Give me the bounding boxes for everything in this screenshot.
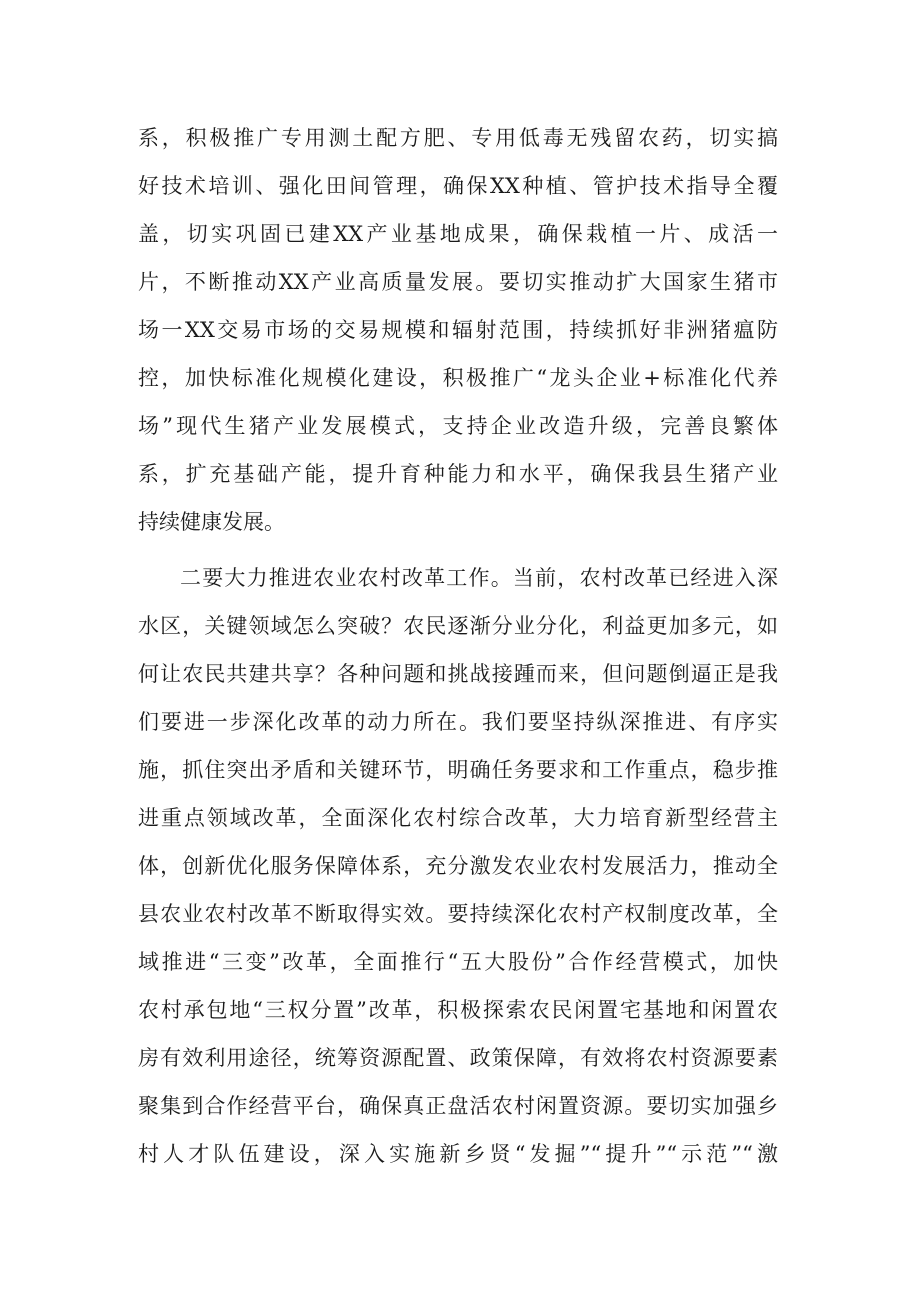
- text-line: 农村承包地“三权分置”改革，积极探索农民闲置宅基地和闲置农: [138, 998, 778, 1022]
- text-line: 系，扩充基础产能，提升育种能力和水平，确保我县生猪产业: [138, 462, 778, 486]
- text-line: 们要进一步深化改革的动力所在。我们要坚持纵深推进、有序实: [138, 710, 778, 734]
- text-line: 控，加快标准化规模化建设，积极推广“龙头企业+标准化代养: [138, 366, 778, 390]
- text-line: 盖，切实巩固已建XX产业基地成果，确保栽植一片、成活一: [138, 222, 778, 246]
- text-line: 房有效利用途径，统筹资源配置、政策保障，有效将农村资源要素: [138, 1046, 778, 1070]
- text-line: 县农业农村改革不断取得实效。要持续深化农村产权制度改革，全: [138, 902, 778, 926]
- text-line: 好技术培训、强化田间管理，确保XX种植、管护技术指导全覆: [138, 174, 778, 198]
- text-line: 场”现代生猪产业发展模式，支持企业改造升级，完善良繁体: [138, 414, 778, 438]
- text-line: 何让农民共建共享？各种问题和挑战接踵而来，但问题倒逼正是我: [138, 662, 778, 686]
- text-line: 水区，关键领域怎么突破？农民逐渐分业分化，利益更加多元，如: [138, 614, 778, 638]
- text-line: 二要大力推进农业农村改革工作。当前，农村改革已经进入深: [180, 566, 778, 590]
- text-line: 场一XX交易市场的交易规模和辐射范围，持续抓好非洲猪瘟防: [138, 318, 778, 342]
- text-line: 聚集到合作经营平台，确保真正盘活农村闲置资源。要切实加强乡: [138, 1094, 778, 1118]
- text-line: 持续健康发展。: [138, 510, 285, 534]
- text-line: 施，抓住突出矛盾和关键环节，明确任务要求和工作重点，稳步推: [138, 758, 778, 782]
- paragraph-1: [138, 114, 778, 546]
- text-line: 进重点领域改革，全面深化农村综合改革，大力培育新型经营主: [138, 806, 778, 830]
- text-line: 体，创新优化服务保障体系，充分激发农业农村发展活力，推动全: [138, 854, 778, 878]
- paragraph-2: [138, 554, 778, 1178]
- text-line: 域推进“三变”改革，全面推行“五大股份”合作经营模式，加快: [138, 950, 778, 974]
- text-line: 系，积极推广专用测土配方肥、专用低毒无残留农药，切实搞: [138, 126, 778, 150]
- text-line: 片，不断推动XX产业高质量发展。要切实推动扩大国家生猪市: [138, 270, 778, 294]
- text-line: 村人才队伍建设，深入实施新乡贤“发掘”“提升”“示范”“激: [138, 1142, 778, 1166]
